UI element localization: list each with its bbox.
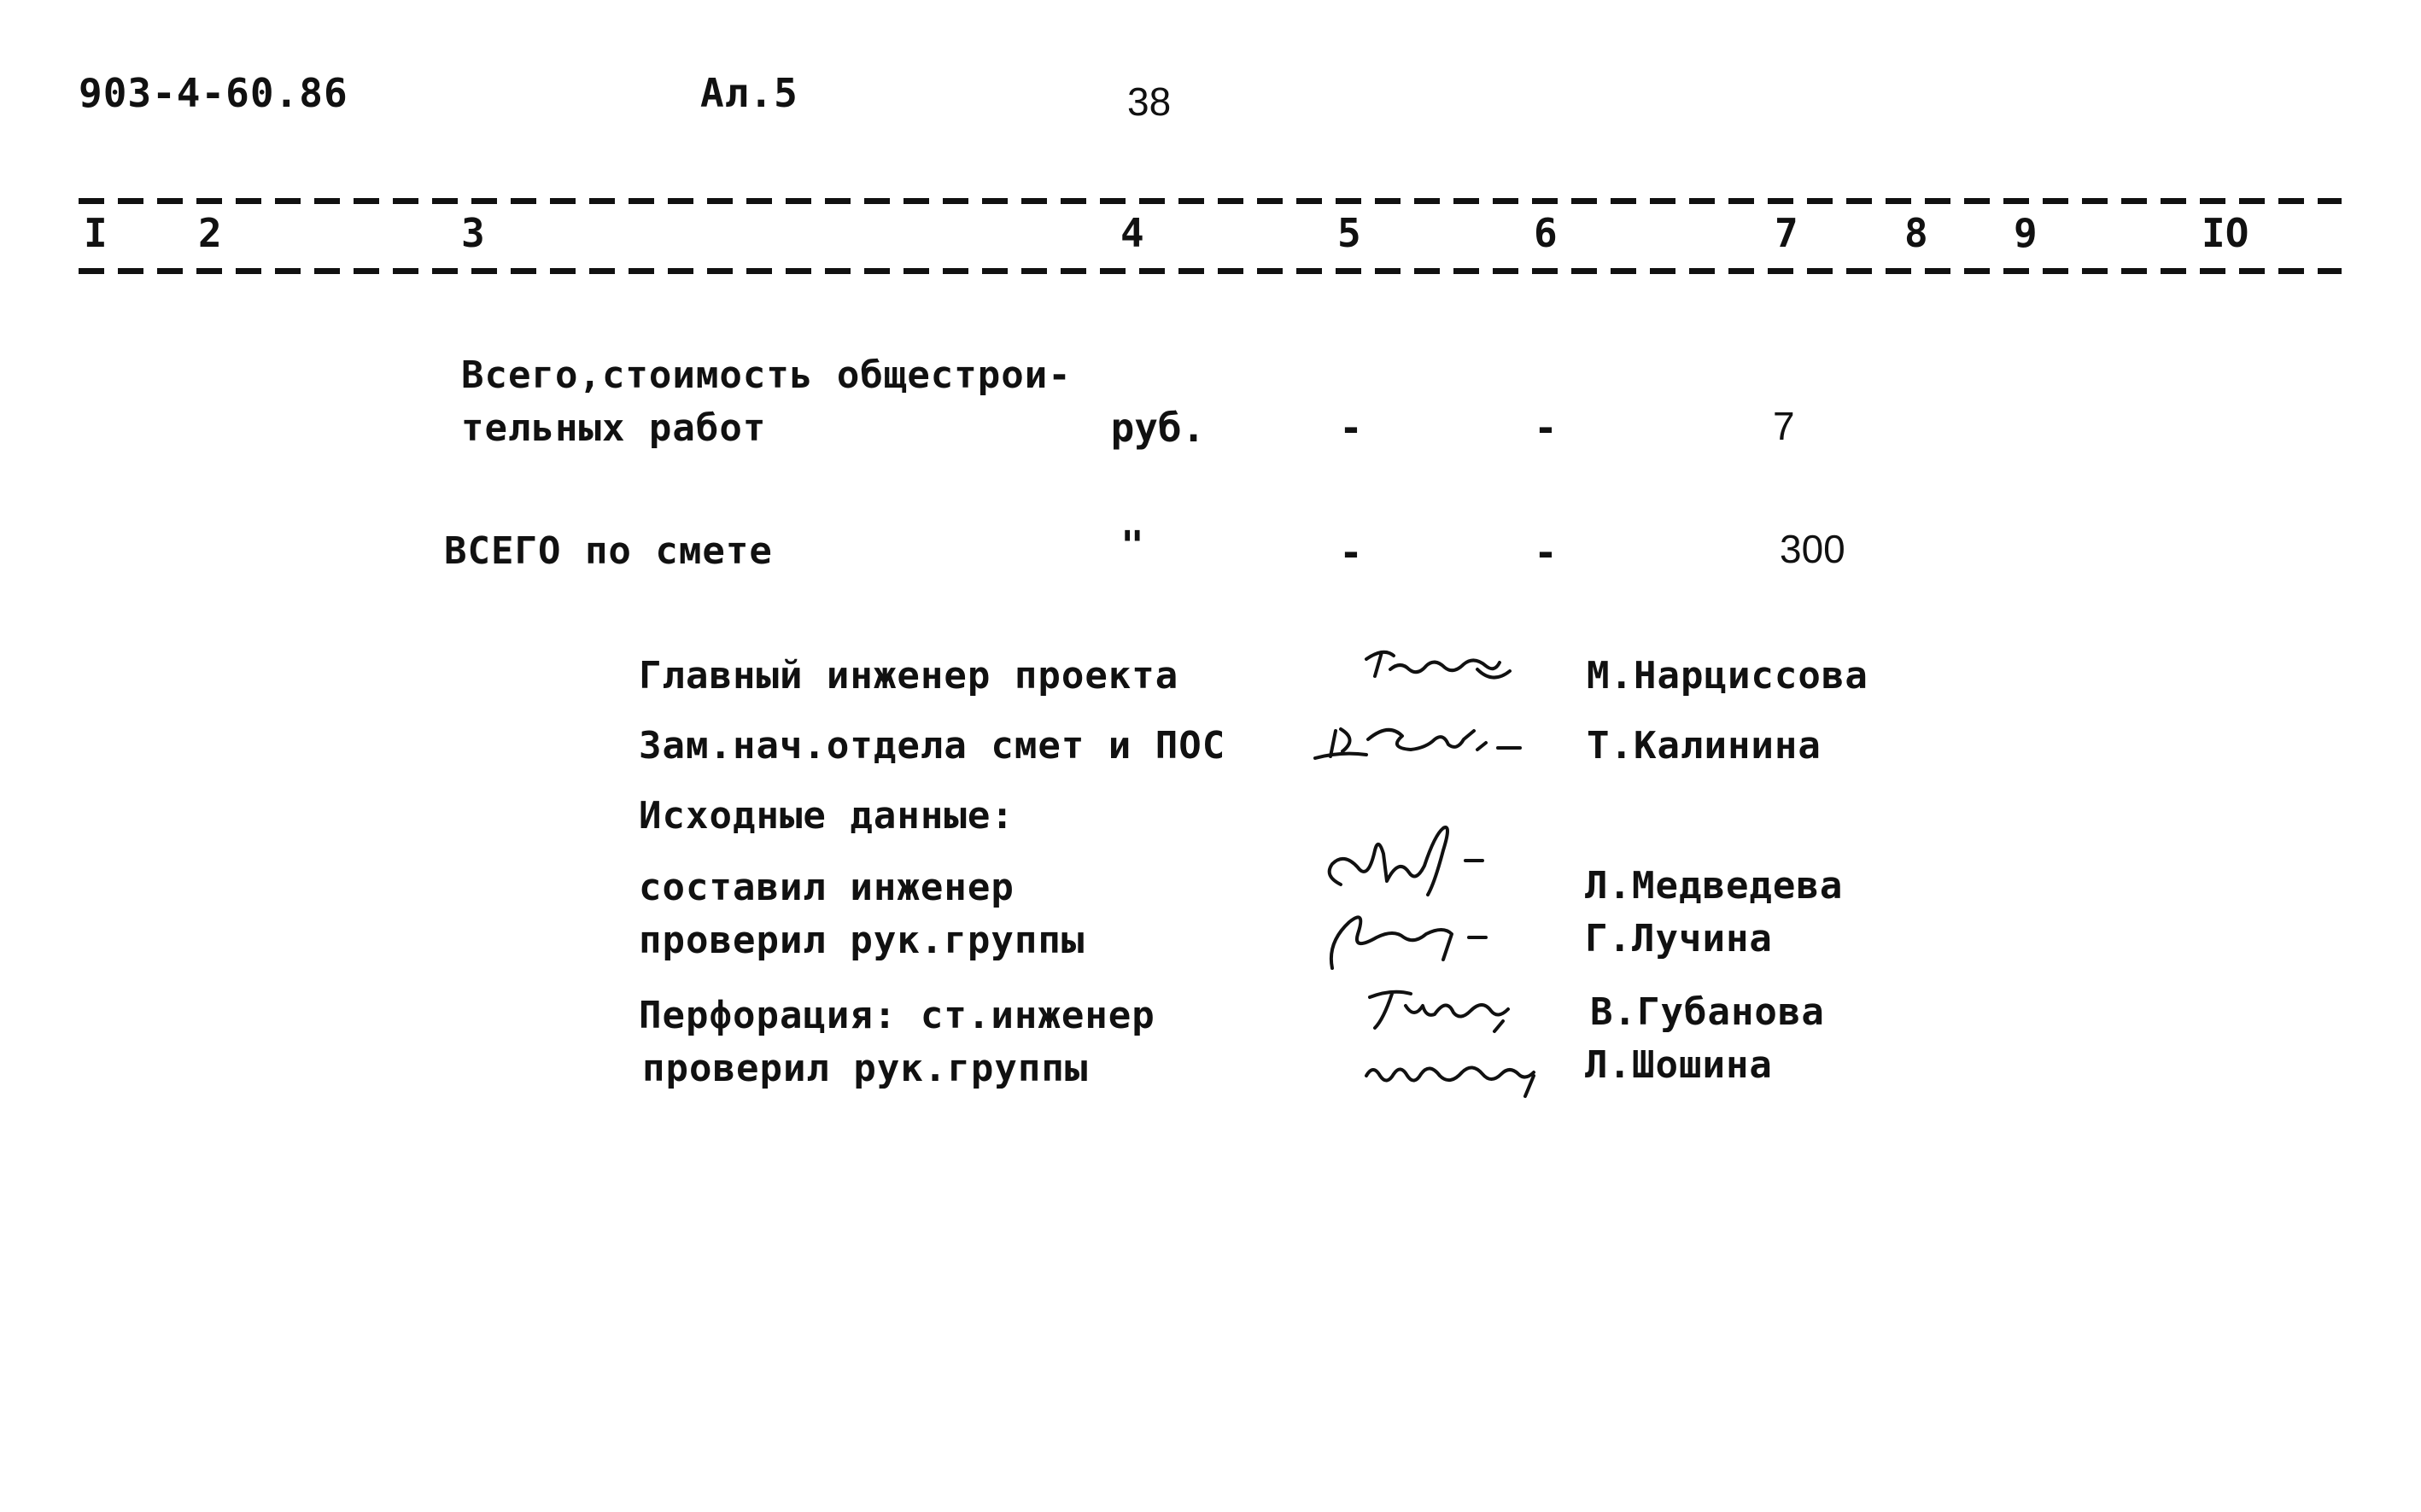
bottom-dashed-rule bbox=[79, 268, 2342, 274]
top-dashed-rule bbox=[79, 198, 2342, 204]
row-grand-total-value: 300 bbox=[1780, 527, 1845, 571]
column-header-9: 9 bbox=[2014, 210, 2038, 256]
signature-role-deputy-head: Зам.нач.отдела смет и ПОС bbox=[639, 724, 1226, 768]
row-total-construction-name-line2: тельных работ bbox=[461, 406, 767, 450]
signature-section-source-data: Исходные данные: bbox=[639, 794, 1015, 838]
handwritten-signature-3 bbox=[1315, 816, 1520, 902]
handwritten-signature-5 bbox=[1358, 980, 1529, 1035]
row-grand-total-col6: - bbox=[1534, 529, 1558, 575]
signature-role-checked-by: проверил рук.группы bbox=[639, 919, 1085, 962]
signature-name-narcissova: М.Нарциссова bbox=[1587, 654, 1868, 698]
column-header-7: 7 bbox=[1775, 210, 1798, 256]
handwritten-signature-4 bbox=[1315, 900, 1520, 977]
signature-name-shoshina: Л.Шошина bbox=[1585, 1043, 1773, 1087]
column-header-1: I bbox=[84, 210, 108, 256]
column-header-5: 5 bbox=[1337, 210, 1361, 256]
row-total-construction-col6: - bbox=[1534, 405, 1558, 451]
signature-name-luchina: Г.Лучина bbox=[1585, 917, 1773, 960]
column-header-10: IO bbox=[2202, 210, 2249, 256]
handwritten-signature-1 bbox=[1349, 640, 1520, 692]
column-header-2: 2 bbox=[198, 210, 222, 256]
column-header-6: 6 bbox=[1534, 210, 1558, 256]
album-number: Ал.5 bbox=[700, 70, 798, 116]
signature-name-gubanova: В.Губанова bbox=[1590, 990, 1825, 1034]
signature-role-compiled-by: составил инженер bbox=[639, 866, 1015, 909]
signature-name-medvedeva: Л.Медведева bbox=[1585, 864, 1844, 908]
signature-role-perforation-checked-by: проверил рук.группы bbox=[642, 1047, 1089, 1090]
signature-role-chief-engineer: Главный инженер проекта bbox=[639, 654, 1179, 698]
column-header-8: 8 bbox=[1904, 210, 1928, 256]
column-header-4: 4 bbox=[1120, 210, 1144, 256]
row-total-construction-unit: руб. bbox=[1110, 405, 1206, 451]
row-grand-total-name: ВСЕГО по смете bbox=[444, 529, 773, 573]
signature-name-kalinina: Т.Калинина bbox=[1587, 724, 1822, 768]
row-total-construction-name-line1: Всего,стоимость общестрои- bbox=[461, 353, 1072, 397]
column-header-3: 3 bbox=[461, 210, 485, 256]
handwritten-signature-6 bbox=[1358, 1042, 1563, 1101]
page-number: 38 bbox=[1127, 79, 1172, 124]
row-total-construction-col5: - bbox=[1339, 405, 1363, 451]
row-grand-total-unit: " bbox=[1120, 522, 1144, 569]
document-code: 903-4-60.86 bbox=[79, 70, 348, 116]
signature-role-perforation-engineer: Перфорация: ст.инженер bbox=[639, 994, 1155, 1037]
row-grand-total-col5: - bbox=[1339, 529, 1363, 575]
row-total-construction-value: 7 bbox=[1773, 404, 1795, 448]
handwritten-signature-2 bbox=[1307, 714, 1537, 768]
